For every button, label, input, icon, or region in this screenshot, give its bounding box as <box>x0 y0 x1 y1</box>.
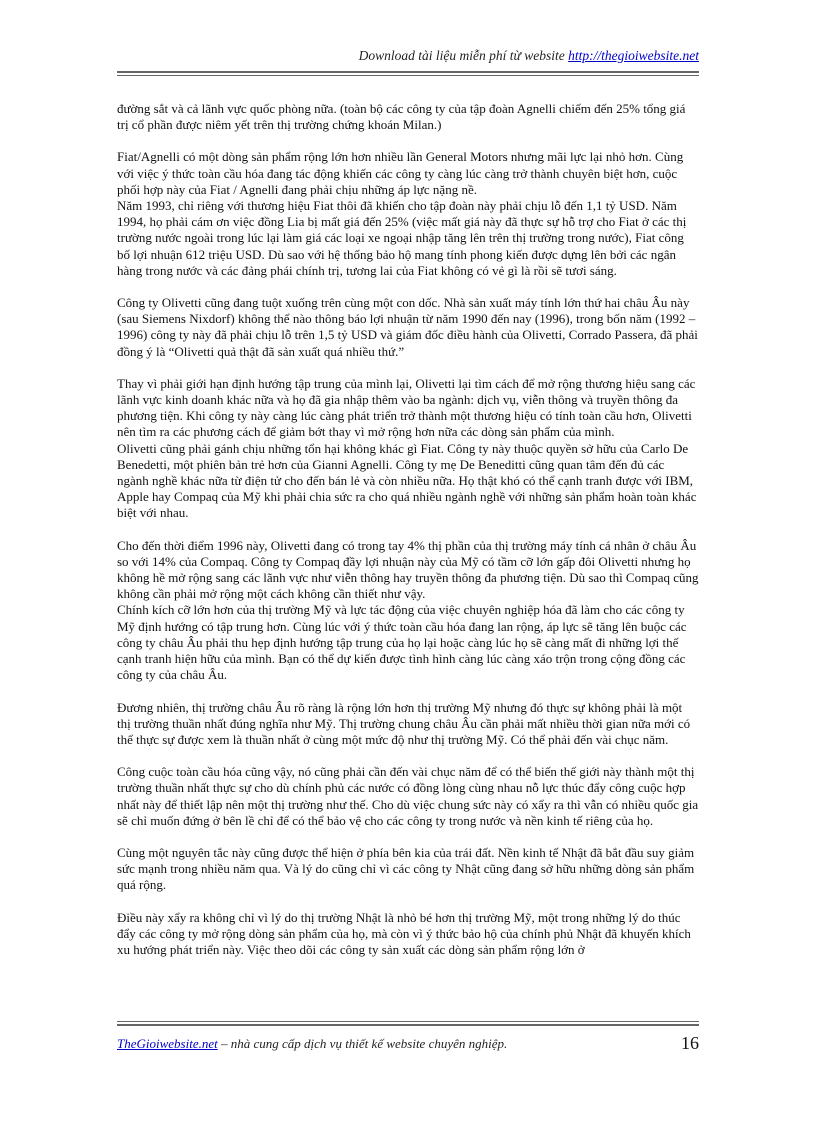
footer-link[interactable]: TheGioiwebsite.net <box>117 1036 218 1051</box>
paragraph: đường sắt và cả lãnh vực quốc phòng nữa. (toàn bộ các công ty của tập đoàn Agnelli chiếm đến 25% tổng giá trị cổ phần được niêm yết trên thị trường chứng khoán Milan.) <box>117 101 686 133</box>
paragraph: Fiat/Agnelli có một dòng sản phẩm rộng lớn hơn nhiều lần General Motors nhưng mãi lực lại nhỏ hơn. Cùng với việc ý thức toàn cầu hóa đang tác động khiến các công ty càng lúc càng trở thành chuyên biệt hơn, cuộc phối hợp này của Fiat / Agnelli đang phải chịu những áp lực nặng nề. <box>117 149 684 197</box>
header-rule <box>117 71 699 76</box>
paragraph: Thay vì phải giới hạn định hướng tập trung của mình lại, Olivetti lại tìm cách để mở rộng thương hiệu sang các lãnh vực kinh doanh khác nữa và họ đã gia nhập thêm vào ba ngành: dịch vụ, viễn thông và truyền thông đa phương tiện. Khi công ty này càng lúc càng phát triển trở thành một thương hiệu có tính toàn cầu hơn, Olivetti nên tìm ra các phương cách để giảm bớt thay vì mở rộng hơn nữa các dòng sản phẩm của mình. <box>117 375 696 440</box>
paragraph: Olivetti cũng phải gánh chịu những tổn hại không khác gì Fiat. Công ty này thuộc quyền sở hữu của Carlo De Benedetti, một phiên bản trẻ hơn của Gianni Agnelli. Công ty mẹ De Beneditti cũng quan tâm đến đủ các ngành nghề khác nữa từ điện tử cho đến bán lẻ và còn nhiều nữa. Họ thật khó có thể cạnh tranh được với IBM, Apple hay Compaq của Mỹ khi phải chia sức ra cho quá nhiều ngành nghề với những sản phẩm hoàn toàn khác biệt với nhau. <box>117 440 697 521</box>
footer-rule <box>117 1021 699 1026</box>
paragraph: Đương nhiên, thị trường châu Âu rõ ràng là rộng lớn hơn thị trường Mỹ nhưng đó thực sự không phải là một thị trường thuần nhất đúng nghĩa như Mỹ. Thị trường chung châu Âu cần phải mất nhiều thời gian nữa mới có thể thực sự được xem là thuần nhất ở cùng một mức độ như thị trường Mỹ. Có thể phải đến vài chục năm. <box>117 699 691 747</box>
paragraph: Cho đến thời điểm 1996 này, Olivetti đang có trong tay 4% thị phần của thị trường máy tính cá nhân ở châu Âu so với 14% của Compaq. Công ty Compaq đầy lợi nhuận này của Mỹ có tầm cỡ lớn gấp đôi Olivetti nhưng họ không hề mở rộng sang các lãnh vực như viễn thông hay truyền thông đa phương tiện. Dù sao thì Compaq cũng không cần phải mở rộng một cách không cần thiết như vậy. <box>117 537 699 602</box>
paragraph: Công ty Olivetti cũng đang tuột xuống trên cùng một con dốc. Nhà sản xuất máy tính lớn thứ hai châu Âu này (sau Siemens Nixdorf) không thể nào thông báo lợi nhuận từ năm 1990 đến nay (1996), trong bốn năm (1992 – 1996) công ty này đã phải chịu lỗ trên 1,5 tỷ USD và giám đốc điều hành của Olivetti, Corrado Passera, đã phải đồng ý là “Olivetti quả thật đã sản xuất quá nhiều thứ.” <box>117 295 698 359</box>
paragraph: Chính kích cỡ lớn hơn của thị trường Mỹ và lực tác động của việc chuyên nghiệp hóa đã làm cho các công ty Mỹ định hướng có tập trung hơn. Cùng lúc với ý thức toàn cầu hóa đang lan rộng, áp lực sẽ tăng lên buộc các công ty châu Âu phải thu hẹp định hướng tập trung của họ lại hoặc càng lúc họ sẽ càng mất đi những lợi thế cạnh tranh hiện hữu của mình. Bạn có thể dự kiến được tình hình càng lúc càng xáo trộn trong cộng đồng các công ty của châu Âu. <box>117 602 687 683</box>
header-text: Download tài liệu miễn phí từ website <box>358 48 569 63</box>
paragraph: Công cuộc toàn cầu hóa cũng vậy, nó cũng phải cần đến vài chục năm để có thể biến thế giới này thành một thị trường thuần nhất thực sự cho dù chính phủ các nước có đồng lòng cùng nhau nỗ lực thúc đẩy công cuộc hợp nhất này để thiết lập nên một thị trường như thế. Cho dù việc chung sức này có xẩy ra thì vẫn có nhiều quốc gia sẽ chỉ muốn đứng ở bên lề chỉ để có thể bảo vệ cho các công ty trong nước và nền kinh tế riêng của họ. <box>117 764 699 828</box>
page-header <box>117 48 699 64</box>
header-link[interactable]: http://thegioiwebsite.net <box>568 48 699 63</box>
paragraph: Cùng một nguyên tắc này cũng được thể hiện ở phía bên kia của trái đất. Nền kinh tế Nhật đã bắt đầu suy giảm sức mạnh trong nhiều năm qua. Và lý do cũng chỉ vì các công ty Nhật cũng đang sở hữu những dòng sản phẩm quá rộng. <box>117 844 695 893</box>
page-footer <box>117 1036 567 1052</box>
paragraph: Năm 1993, chỉ riêng với thương hiệu Fiat thôi đã khiến cho tập đoàn này phải chịu lỗ đến 1,1 tỷ USD. Năm 1994, họ phải cám ơn việc đồng Lia bị mất giá đến 25% (việc mất giá này đã thực sự hỗ trợ cho Fiat ở các thị trường nước ngoài trong lúc lại làm giá các loại xe ngoại nhập tăng lên trên thị trường trong nước), Fiat công bố lợi nhuận 612 triệu USD. Dù sao với hệ thống bảo hộ mang tính phong kiến được dựng lên bởi các ngân hàng trong nước và các đảng phái chính trị, tương lai của Fiat không có vẻ gì là rồi sẽ tươi sáng. <box>117 198 687 278</box>
footer-text: – nhà cung cấp dịch vụ thiết kế website chuyên nghiệp. <box>217 1036 508 1051</box>
paragraph: Điều này xẩy ra không chỉ vì lý do thị trường Nhật là nhỏ bé hơn thị trường Mỹ, một trong những lý do thúc đẩy các công ty mở rộng dòng sản phẩm của họ, mà còn vì ý thức bảo hộ của chính phủ Nhật đã khuyến khích xu hướng phát triển này. Việc theo dõi các công ty sản xuất các dòng sản phẩm rộng lớn ở <box>117 909 691 957</box>
page-number: 16 <box>681 1033 699 1053</box>
body-text <box>117 101 699 958</box>
